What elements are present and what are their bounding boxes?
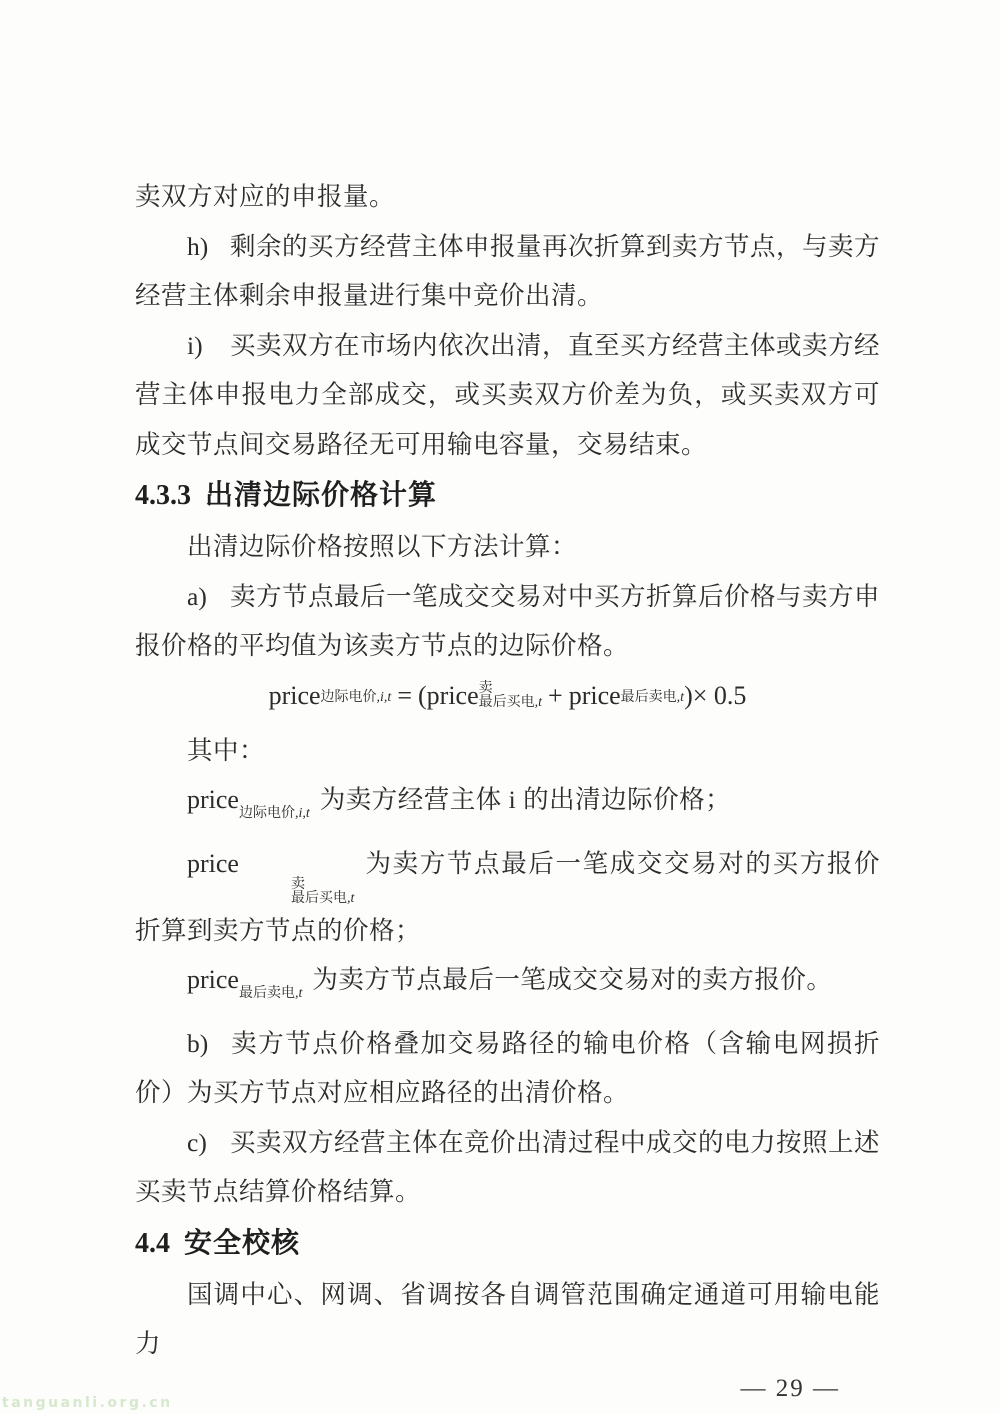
list-text-a: 卖方节点最后一笔成交交易对中买方折算后价格与卖方申报价格的平均值为该卖方节点的边际价格。 (135, 581, 881, 660)
formula-close-paren: ) (684, 680, 693, 710)
list-label-b: b) (187, 1028, 209, 1058)
price-definition-3 (135, 955, 880, 1019)
list-label-c: c) (187, 1127, 207, 1157)
formula-factor: × 0.5 (692, 680, 747, 710)
definition-supsub: 卖 最后买电,t (290, 876, 355, 906)
formula-lhs-subscript: 边际电价,i,t (320, 689, 392, 705)
formula-plus: + (548, 680, 563, 710)
list-text-i: 买卖双方在市场内依次出清，直至买方经营主体或卖方经营主体申报电力全部成交，或买卖双方价差为负，或买卖双方可成交节点间交易路径无可用输电容量，交易结束。 (135, 330, 881, 459)
formula-equals: = (397, 680, 412, 710)
section-number: 4.3.3 (135, 480, 191, 511)
section-title: 安全校核 (184, 1226, 301, 1258)
formula-term2: price (568, 680, 621, 710)
list-text-b: 卖方节点价格叠加交易路径的输电价格（含输电网损折价）为买方节点对应相应路径的出清价格。 (135, 1028, 880, 1107)
formula-term1-supsub: 卖 最后买电,t (478, 680, 543, 710)
formula-term1: price (426, 680, 479, 710)
formula-open-paren: ( (418, 680, 427, 710)
price-definition-1 (135, 775, 880, 839)
list-item-i (135, 321, 880, 470)
formula-marginal-price (135, 671, 880, 721)
definition-term: price (187, 848, 239, 878)
document-content (135, 172, 880, 1404)
definition-text: 为卖方节点最后一笔成交交易对的卖方报价。 (312, 965, 833, 994)
section-number: 4.4 (135, 1227, 170, 1259)
definition-term: price (187, 965, 239, 994)
paragraph-method-intro: 出清边际价格按照以下方法计算： (187, 532, 578, 561)
formula-lhs: price (268, 680, 321, 710)
definition-subscript: 边际电价,i,t (238, 806, 310, 821)
price-definition-2 (135, 839, 880, 956)
section-title: 出清边际价格计算 (205, 479, 438, 510)
list-text-c: 买卖双方经营主体在竞价出清过程中成交的电力按照上述买卖节点结算价格结算。 (135, 1127, 881, 1206)
definition-term: price (187, 785, 239, 814)
list-label-i: i) (187, 330, 203, 360)
definition-text: 为卖方经营主体 i 的出清边际价格； (319, 785, 732, 814)
paragraph-among: 其中： (187, 735, 266, 765)
paragraph-continuation: 卖双方对应的申报量。 (135, 182, 396, 211)
list-item-a (135, 572, 880, 671)
formula-term2-subscript: 最后卖电,t (620, 689, 685, 705)
definition-text: 为卖方节点最后一笔成交交易对的买方报价折算到卖方节点的价格； (135, 848, 880, 945)
list-label-a: a) (187, 581, 207, 611)
paragraph-closing: 国调中心、网调、省调按各自调管范围确定通道可用输电能力 (135, 1279, 880, 1358)
watermark: tanguanli.org.cn (2, 1395, 173, 1411)
list-item-c (135, 1118, 880, 1217)
section-heading-4-4 (135, 1217, 880, 1270)
page-number: — 29 — (740, 1374, 840, 1402)
list-text-h: 剩余的买方经营主体申报量再次折算到卖方节点，与卖方经营主体剩余申报量进行集中竞价出清。 (135, 231, 881, 310)
definition-subscript: 最后卖电,t (238, 986, 303, 1001)
list-label-h: h) (187, 231, 209, 261)
section-heading-4-3-3 (135, 469, 880, 522)
list-item-h (135, 222, 880, 321)
list-item-b (135, 1019, 880, 1118)
